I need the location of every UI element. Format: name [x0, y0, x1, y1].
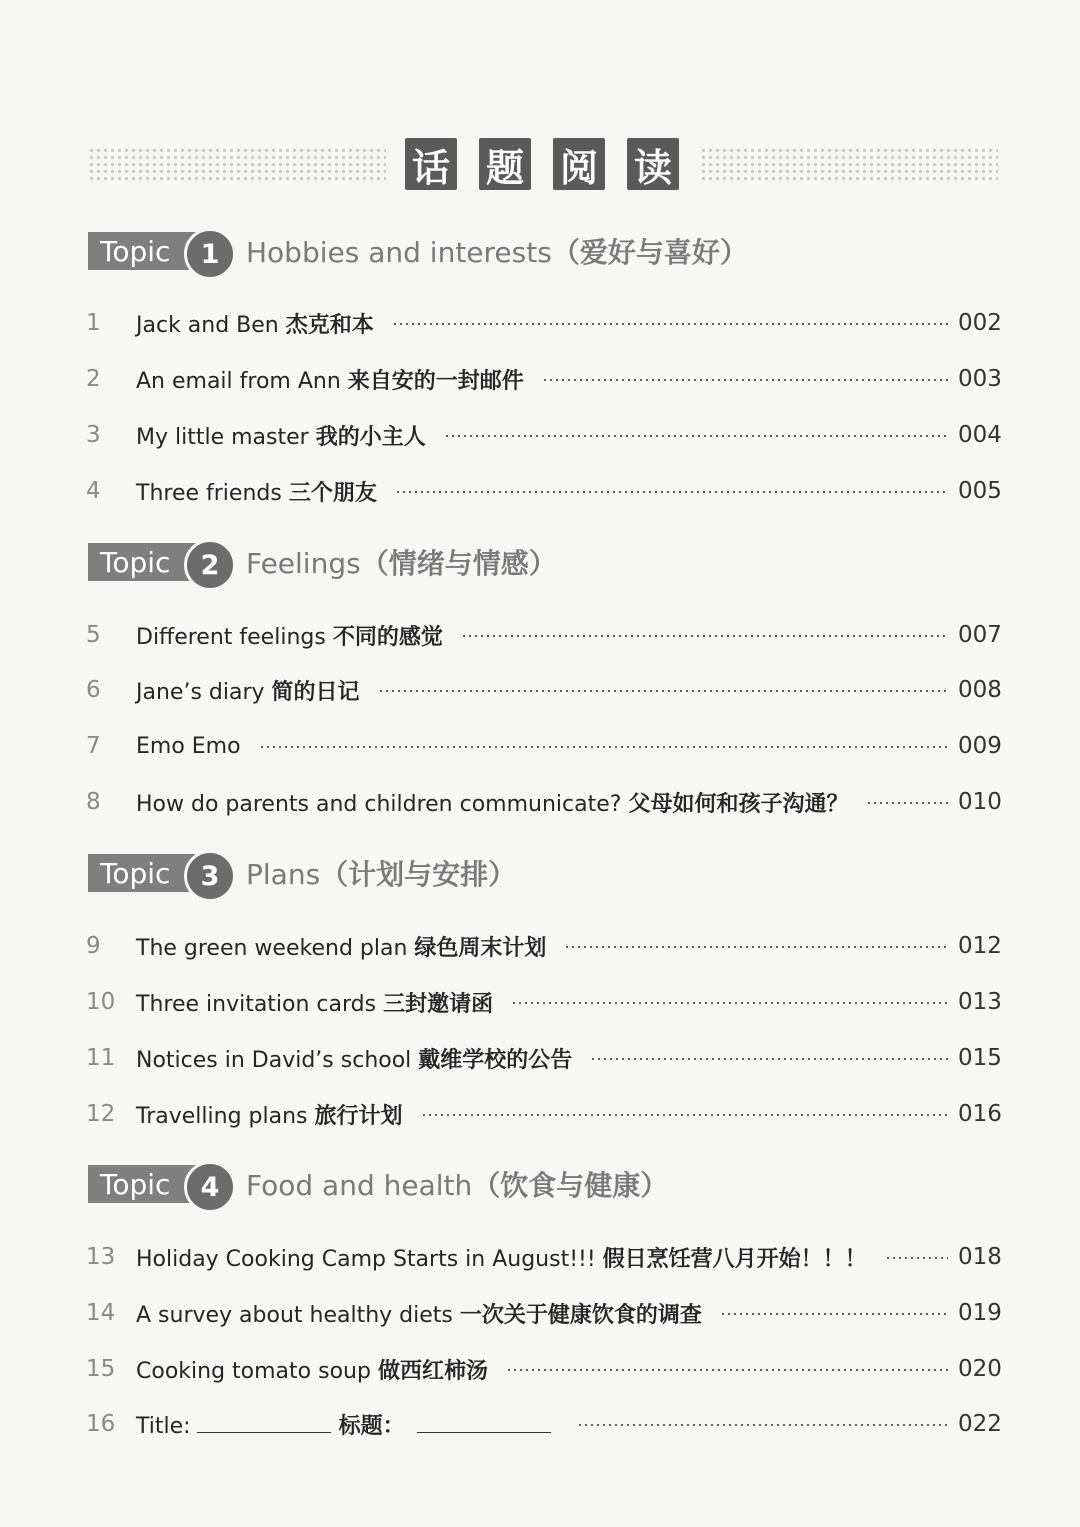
entry-page: 009: [958, 733, 1002, 759]
toc-entry[interactable]: [86, 673, 1002, 707]
entry-page: 004: [958, 422, 1002, 448]
entry-title: Title: 标题：: [136, 1409, 559, 1440]
topic-title: [246, 853, 516, 893]
toc-entry[interactable]: [86, 1041, 1002, 1075]
topic-tag: [88, 543, 234, 581]
dot-leader: [506, 1369, 948, 1371]
topic-title-cn: （饮食与健康）: [472, 1169, 669, 1202]
dot-leader: [866, 802, 948, 804]
decorative-dots-left: [88, 147, 386, 183]
entry-title: Different feelings 不同的感觉: [136, 624, 443, 650]
entry-title: Cooking tomato soup 做西红柿汤: [136, 1358, 488, 1384]
toc-entry[interactable]: [86, 362, 1002, 396]
entry-page: 003: [958, 366, 1002, 392]
dot-leader: [590, 1058, 948, 1060]
entry-number: 5: [86, 622, 101, 648]
dot-leader: [511, 1002, 948, 1004]
dot-leader: [395, 491, 948, 493]
entry-title: Notices in David’s school 戴维学校的公告: [136, 1047, 573, 1073]
entry-number: 3: [86, 422, 101, 448]
dot-leader: [444, 435, 948, 437]
title-char: 题: [479, 138, 531, 190]
entry-number: 1: [86, 310, 101, 336]
topic-title: [246, 1164, 668, 1204]
page-title: [405, 138, 679, 190]
toc-entry[interactable]: [86, 1240, 1002, 1274]
topic-title-cn: （爱好与喜好）: [551, 236, 748, 269]
topic-title-en: Feelings: [246, 547, 361, 580]
topic-number: 2: [184, 539, 236, 591]
dot-leader: [577, 1424, 948, 1426]
topic-title-cn: （情绪与情感）: [360, 547, 557, 580]
toc-entry[interactable]: [86, 1296, 1002, 1330]
entry-number: 14: [86, 1300, 116, 1326]
entry-title: Holiday Cooking Camp Starts in August!!! 假日烹饪营八月开始！！！: [136, 1246, 867, 1272]
entry-page: 008: [958, 677, 1002, 703]
dot-leader: [885, 1257, 948, 1259]
entry-number: 7: [86, 733, 101, 759]
entry-title: The green weekend plan 绿色周末计划: [136, 935, 547, 961]
entry-title: Jane’s diary 简的日记: [136, 679, 360, 705]
entry-page: 010: [958, 789, 1002, 815]
topic-number: 3: [184, 850, 236, 902]
entry-number: 8: [86, 789, 101, 815]
entry-title: Three friends 三个朋友: [136, 480, 377, 506]
toc-entry[interactable]: [86, 729, 1002, 763]
entry-title: How do parents and children communicate? 父母如何和孩子沟通？: [136, 791, 849, 817]
topic-label: Topic: [88, 232, 200, 270]
entry-page: 013: [958, 989, 1002, 1015]
topic-title: [246, 231, 748, 271]
topic-title: [246, 542, 557, 582]
entry-number: 6: [86, 677, 101, 703]
entry-number: 4: [86, 478, 101, 504]
topic-label: Topic: [88, 543, 200, 581]
dot-leader: [542, 379, 948, 381]
topic-title-en: Hobbies and interests: [246, 236, 552, 269]
toc-entry[interactable]: [86, 985, 1002, 1019]
topic-title-en: Food and health: [246, 1169, 473, 1202]
entry-title: A survey about healthy diets 一次关于健康饮食的调查: [136, 1302, 702, 1328]
title-char: 读: [627, 138, 679, 190]
entry-title: Jack and Ben 杰克和本: [136, 312, 374, 338]
entry-page: 005: [958, 478, 1002, 504]
toc-entry[interactable]: [86, 929, 1002, 963]
topic-header: [88, 230, 748, 272]
toc-entry[interactable]: [86, 474, 1002, 508]
entry-page: 002: [958, 310, 1002, 336]
topic-header: [88, 1163, 668, 1205]
dot-leader: [461, 635, 948, 637]
toc-entry[interactable]: [86, 618, 1002, 652]
toc-entry[interactable]: [86, 1352, 1002, 1386]
entry-page: 018: [958, 1244, 1002, 1270]
dot-leader: [259, 746, 948, 748]
toc-entry[interactable]: [86, 306, 1002, 340]
toc-entry[interactable]: [86, 1097, 1002, 1131]
entry-page: 012: [958, 933, 1002, 959]
entry-number: 16: [86, 1411, 116, 1437]
title-char: 阅: [553, 138, 605, 190]
entry-number: 11: [86, 1045, 116, 1071]
dot-leader: [421, 1114, 948, 1116]
entry-number: 2: [86, 366, 101, 392]
topic-header: [88, 852, 516, 894]
entry-page: 016: [958, 1101, 1002, 1127]
dot-leader: [392, 323, 948, 325]
entry-title: My little master 我的小主人: [136, 424, 426, 450]
entry-title: Emo Emo: [136, 733, 241, 759]
entry-page: 020: [958, 1356, 1002, 1382]
entry-number: 13: [86, 1244, 116, 1270]
entry-title: Travelling plans 旅行计划: [136, 1103, 403, 1129]
topic-tag: [88, 232, 234, 270]
entry-page: 015: [958, 1045, 1002, 1071]
topic-tag: [88, 854, 234, 892]
page-header: [0, 138, 1080, 192]
topic-title-cn: （计划与安排）: [320, 858, 517, 891]
title-blank-cn[interactable]: [417, 1410, 551, 1433]
dot-leader: [564, 946, 948, 948]
entry-number: 12: [86, 1101, 116, 1127]
entry-title: Three invitation cards 三封邀请函: [136, 991, 494, 1017]
entry-number: 15: [86, 1356, 116, 1382]
topic-label: Topic: [88, 1165, 200, 1203]
entry-number: 9: [86, 933, 101, 959]
decorative-dots-right: [700, 147, 998, 183]
topic-header: [88, 541, 557, 583]
dot-leader: [720, 1313, 948, 1315]
title-char: 话: [405, 138, 457, 190]
toc-entry[interactable]: [86, 785, 1002, 819]
entry-page: 019: [958, 1300, 1002, 1326]
topic-title-en: Plans: [246, 858, 321, 891]
entry-number: 10: [86, 989, 116, 1015]
entry-page: 007: [958, 622, 1002, 648]
title-blank-en[interactable]: [197, 1410, 331, 1433]
entry-title: An email from Ann 来自安的一封邮件: [136, 368, 524, 394]
topic-tag: [88, 1165, 234, 1203]
toc-entry[interactable]: [86, 1407, 1002, 1441]
dot-leader: [378, 690, 948, 692]
toc-entry[interactable]: [86, 418, 1002, 452]
entry-page: 022: [958, 1411, 1002, 1437]
topic-number: 1: [184, 228, 236, 280]
topic-label: Topic: [88, 854, 200, 892]
topic-number: 4: [184, 1161, 236, 1213]
